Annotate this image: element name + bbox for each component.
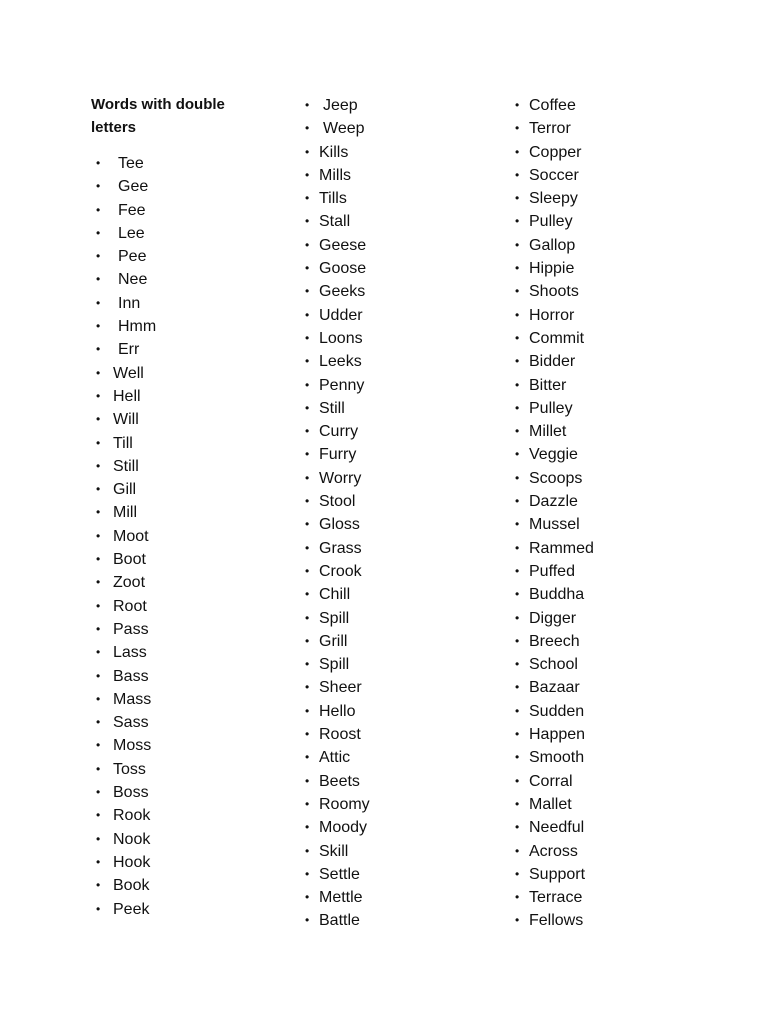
word-text: Mass: [113, 690, 152, 708]
word-text: Spill: [319, 656, 350, 674]
bullet-icon: •: [515, 470, 520, 485]
word-text: Udder: [319, 306, 363, 324]
bullet-icon: •: [515, 400, 520, 415]
word-text: Leeks: [319, 353, 362, 371]
bullet-icon: •: [96, 156, 101, 170]
word-text: Chill: [319, 586, 351, 604]
bullet-icon: •: [515, 307, 520, 322]
word-text: Penny: [319, 376, 365, 394]
word-text: Hello: [319, 702, 356, 720]
word-text: Well: [113, 364, 144, 382]
bullet-icon: •: [96, 295, 101, 310]
bullet-icon: •: [515, 750, 520, 765]
bullet-icon: •: [96, 785, 101, 800]
bullet-icon: •: [96, 901, 101, 916]
word-text: Soccer: [529, 166, 579, 184]
word-text: Zoot: [113, 574, 146, 592]
word-text: Gee: [118, 178, 149, 196]
word-text: Attic: [319, 749, 351, 767]
page-heading: Words with double letters: [91, 96, 225, 137]
bullet-icon: •: [96, 878, 101, 893]
bullet-icon: •: [305, 494, 310, 509]
word-text: Terrace: [529, 889, 583, 907]
word-text: Tee: [118, 155, 144, 172]
word-text: Bazaar: [529, 679, 580, 697]
bullet-icon: •: [96, 761, 101, 776]
bullet-icon: •: [305, 633, 310, 648]
bullet-icon: •: [305, 284, 310, 299]
bullet-icon: •: [515, 820, 520, 835]
word-text: Terror: [529, 120, 571, 138]
word-text: Sheer: [319, 679, 362, 697]
word-text: Across: [529, 842, 578, 860]
word-text: Bitter: [529, 376, 567, 394]
bullet-icon: •: [96, 645, 101, 660]
word-text: Boot: [113, 551, 146, 569]
bullet-icon: •: [305, 98, 310, 112]
word-text: Lass: [113, 644, 147, 662]
bullet-icon: •: [305, 703, 310, 718]
bullet-icon: •: [96, 668, 101, 683]
word-text: Sleepy: [529, 190, 578, 208]
word-text: Shoots: [529, 283, 579, 301]
word-text: Moss: [113, 737, 152, 755]
word-text: Rammed: [529, 539, 594, 557]
bullet-icon: •: [515, 913, 520, 928]
word-text: Buddha: [529, 586, 585, 604]
bullet-icon: •: [305, 750, 310, 765]
word-text: Stall: [319, 213, 351, 231]
bullet-icon: •: [96, 202, 101, 217]
bullet-icon: •: [96, 808, 101, 823]
bullet-icon: •: [96, 435, 101, 450]
bullet-icon: •: [96, 505, 101, 520]
bullet-icon: •: [96, 854, 101, 869]
word-text: Pulley: [529, 399, 573, 417]
bullet-icon: •: [515, 447, 520, 462]
bullet-icon: •: [96, 365, 101, 380]
bullet-icon: •: [515, 843, 520, 858]
bullet-icon: •: [305, 214, 310, 229]
word-text: Boss: [113, 784, 149, 802]
word-text: Grill: [319, 632, 348, 650]
bullet-icon: •: [96, 319, 101, 334]
word-text: Kills: [319, 143, 349, 161]
word-text: Pass: [113, 620, 149, 638]
word-text: Hippie: [529, 260, 575, 278]
bullet-icon: •: [96, 528, 101, 543]
bullet-icon: •: [305, 913, 310, 928]
bullet-icon: •: [305, 261, 310, 276]
word-text: Err: [118, 341, 140, 359]
bullet-icon: •: [96, 179, 101, 194]
bullet-icon: •: [515, 727, 520, 742]
word-text: Nee: [118, 271, 148, 289]
bullet-icon: •: [96, 621, 101, 636]
bullet-icon: •: [305, 657, 310, 672]
word-text: Tills: [319, 190, 347, 208]
bullet-icon: •: [515, 587, 520, 602]
bullet-icon: •: [305, 330, 310, 345]
bullet-icon: •: [96, 575, 101, 590]
bullet-icon: •: [515, 796, 520, 811]
word-text: Support: [529, 865, 586, 883]
bullet-icon: •: [515, 144, 520, 159]
bullet-icon: •: [305, 680, 310, 695]
word-text: Gill: [113, 481, 137, 499]
word-text: Lee: [118, 224, 145, 242]
word-text: Mallet: [529, 795, 572, 813]
word-text: Curry: [319, 423, 359, 441]
bullet-icon: •: [96, 272, 101, 287]
word-text: Furry: [319, 446, 357, 464]
word-text: Gloss: [319, 516, 360, 534]
word-text: Roost: [319, 726, 361, 744]
word-text: Toss: [113, 760, 146, 778]
word-text: Breech: [529, 632, 580, 650]
word-text: Settle: [319, 865, 360, 883]
bullet-icon: •: [305, 377, 310, 392]
word-text: Bidder: [529, 353, 576, 371]
word-text: Bass: [113, 667, 149, 685]
bullet-icon: •: [515, 540, 520, 555]
bullet-icon: •: [305, 610, 310, 625]
bullet-icon: •: [96, 342, 101, 357]
bullet-icon: •: [515, 354, 520, 369]
word-text: Peek: [113, 900, 150, 918]
word-text: Sudden: [529, 702, 585, 720]
bullet-icon: •: [96, 412, 101, 427]
word-text: Hmm: [118, 318, 157, 336]
bullet-icon: •: [515, 680, 520, 695]
bullet-icon: •: [305, 587, 310, 602]
bullet-icon: •: [96, 225, 101, 240]
bullet-icon: •: [305, 843, 310, 858]
word-text: Veggie: [529, 446, 578, 464]
word-text: Fellows: [529, 912, 584, 930]
bullet-icon: •: [515, 866, 520, 881]
word-text: Geese: [319, 236, 367, 254]
word-text: Mill: [113, 504, 137, 522]
bullet-icon: •: [305, 773, 310, 788]
bullet-icon: •: [515, 191, 520, 206]
bullet-icon: •: [515, 98, 520, 112]
word-text: Still: [319, 399, 345, 417]
bullet-icon: •: [515, 657, 520, 672]
bullet-icon: •: [515, 121, 520, 136]
word-text: Jeep: [323, 97, 358, 114]
word-text: Goose: [319, 260, 367, 278]
bullet-icon: •: [96, 831, 101, 846]
bullet-icon: •: [96, 482, 101, 497]
word-text: Grass: [319, 539, 362, 557]
bullet-icon: •: [305, 307, 310, 322]
word-text: Loons: [319, 329, 363, 347]
bullet-icon: •: [515, 773, 520, 788]
word-text: Copper: [529, 143, 582, 161]
word-text: Inn: [118, 294, 141, 312]
word-text: School: [529, 656, 578, 674]
bullet-icon: •: [305, 517, 310, 532]
word-text: Worry: [319, 469, 362, 487]
word-text: Fee: [118, 201, 146, 219]
bullet-icon: •: [515, 330, 520, 345]
bullet-icon: •: [515, 610, 520, 625]
word-text: Mills: [319, 166, 351, 184]
bullet-icon: •: [515, 890, 520, 905]
word-text: Skill: [319, 842, 349, 860]
word-text: Dazzle: [529, 493, 578, 511]
bullet-icon: •: [305, 144, 310, 159]
bullet-icon: •: [305, 890, 310, 905]
word-text: Gallop: [529, 236, 576, 254]
word-text: Still: [113, 457, 139, 475]
word-text: Geeks: [319, 283, 366, 301]
bullet-icon: •: [515, 167, 520, 182]
word-text: Corral: [529, 772, 573, 790]
word-text: Hook: [113, 853, 151, 871]
word-text: Spill: [319, 609, 350, 627]
word-text: Mussel: [529, 516, 580, 534]
bullet-icon: •: [305, 563, 310, 578]
word-text: Beets: [319, 772, 360, 790]
word-text: Smooth: [529, 749, 585, 767]
bullet-icon: •: [515, 284, 520, 299]
word-text: Root: [113, 597, 147, 615]
word-text: Will: [113, 411, 139, 429]
bullet-icon: •: [305, 167, 310, 182]
word-text: Nook: [113, 830, 151, 848]
word-text: Pee: [118, 248, 147, 266]
bullet-icon: •: [515, 377, 520, 392]
word-text: Scoops: [529, 469, 583, 487]
bullet-icon: •: [515, 633, 520, 648]
word-text: Moot: [113, 527, 149, 545]
bullet-icon: •: [305, 470, 310, 485]
bullet-icon: •: [305, 121, 310, 136]
bullet-icon: •: [96, 598, 101, 613]
bullet-icon: •: [515, 563, 520, 578]
word-text: Moody: [319, 819, 368, 837]
word-text: Weep: [323, 120, 365, 138]
word-text: Stool: [319, 493, 356, 511]
bullet-icon: •: [515, 261, 520, 276]
bullet-icon: •: [305, 237, 310, 252]
word-text: Puffed: [529, 562, 575, 580]
word-text: Battle: [319, 912, 360, 930]
bullet-icon: •: [515, 494, 520, 509]
bullet-icon: •: [305, 727, 310, 742]
word-text: Coffee: [529, 97, 576, 114]
word-text: Commit: [529, 329, 585, 347]
word-text: Rook: [113, 807, 151, 825]
word-text: Horror: [529, 306, 575, 324]
word-text: Needful: [529, 819, 585, 837]
bullet-icon: •: [515, 214, 520, 229]
bullet-icon: •: [305, 447, 310, 462]
bullet-icon: •: [96, 249, 101, 264]
word-text: Mettle: [319, 889, 363, 907]
bullet-icon: •: [96, 691, 101, 706]
bullet-icon: •: [515, 703, 520, 718]
word-text: Millet: [529, 423, 567, 441]
bullet-icon: •: [305, 820, 310, 835]
bullet-icon: •: [96, 388, 101, 403]
word-text: Roomy: [319, 795, 370, 813]
word-text: Crook: [319, 562, 362, 580]
word-text: Pulley: [529, 213, 573, 231]
bullet-icon: •: [96, 458, 101, 473]
word-text: Digger: [529, 609, 577, 627]
word-text: Hell: [113, 387, 141, 405]
word-text: Book: [113, 877, 150, 895]
word-text: Till: [113, 434, 133, 452]
bullet-icon: •: [96, 552, 101, 567]
bullet-icon: •: [96, 715, 101, 730]
bullet-icon: •: [515, 237, 520, 252]
bullet-icon: •: [305, 424, 310, 439]
bullet-icon: •: [305, 191, 310, 206]
bullet-icon: •: [515, 517, 520, 532]
word-text: Happen: [529, 726, 586, 744]
bullet-icon: •: [96, 738, 101, 753]
bullet-icon: •: [305, 354, 310, 369]
word-text: Sass: [113, 714, 149, 732]
bullet-icon: •: [305, 866, 310, 881]
bullet-icon: •: [515, 424, 520, 439]
bullet-icon: •: [305, 400, 310, 415]
bullet-icon: •: [305, 796, 310, 811]
bullet-icon: •: [305, 540, 310, 555]
